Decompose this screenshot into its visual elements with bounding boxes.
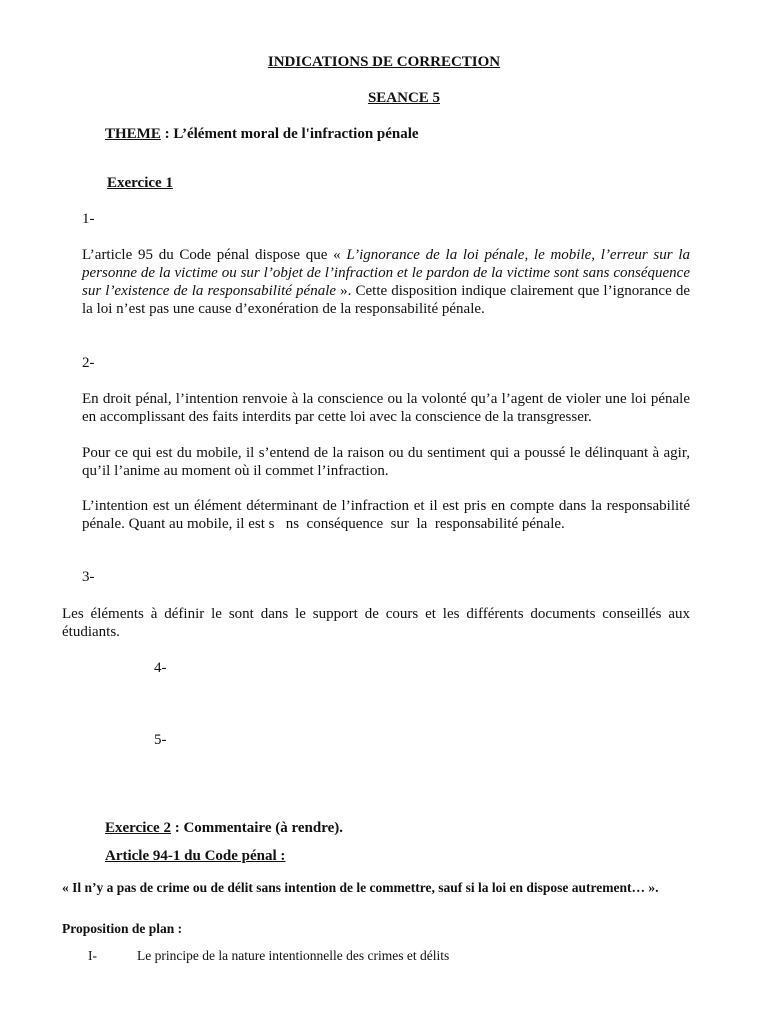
q2-number: 2- bbox=[82, 355, 95, 371]
theme-text: : L’élément moral de l'infraction pénale bbox=[160, 126, 419, 142]
exercice2-label: Exercice 2 bbox=[105, 820, 171, 836]
q3-paragraph: Les éléments à définir le sont dans le support de cours et les différents documents conseillés aux étudiants. bbox=[62, 606, 690, 640]
q2-paragraph-1: En droit pénal, l’intention renvoie à la conscience ou la volonté qu’a l’agent de violer une loi pénale en accomplissant des faits interdits par cette loi avec la conscience de la transgresser. bbox=[82, 391, 690, 425]
q1-paragraph bbox=[82, 246, 690, 318]
article-title: Article 94-1 du Code pénal : bbox=[105, 848, 286, 864]
exercice1-title: Exercice 1 bbox=[107, 175, 173, 191]
document-title: INDICATIONS DE CORRECTION bbox=[267, 54, 501, 70]
q1-number: 1- bbox=[82, 211, 95, 227]
seance-title: SEANCE 5 bbox=[367, 90, 441, 106]
exercice2-line bbox=[105, 820, 343, 837]
article-quote: « Il n’y a pas de crime ou de délit sans intention de le commettre, sauf si la loi en dispose autrement… ». bbox=[62, 880, 659, 895]
q2-paragraph-3: L’intention est un élément déterminant de l’infraction et il est pris en compte dans la responsabilité pénale. Quant au mobile, il est s ns conséquence sur la responsabilité pénale. bbox=[82, 498, 694, 532]
exercice2-text: : Commentaire (à rendre). bbox=[170, 820, 343, 836]
theme-label: THEME bbox=[105, 126, 161, 142]
q5-number: 5- bbox=[154, 732, 167, 748]
q4-number: 4- bbox=[154, 660, 167, 676]
q1-rest: ». Cette disposition indique clairement que l’ignorance de la loi n’est pas une cause d’exonération de la responsabilité pénale. bbox=[82, 283, 690, 317]
q1-intro: L’article 95 du Code pénal dispose que « bbox=[82, 247, 347, 263]
theme-line bbox=[105, 126, 419, 143]
plan-item-1-text: Le principe de la nature intentionnelle des crimes et délits bbox=[137, 948, 450, 963]
q1-quote: L’ignorance de la loi pénale, le mobile, l’erreur sur la personne de la victime ou sur l’objet de l’infraction et le pardon de la victime sont sans conséquence sur l’existence de la responsabilité pénale bbox=[82, 247, 690, 299]
plan-item-1-number: I- bbox=[88, 948, 97, 963]
q3-number: 3- bbox=[82, 569, 95, 585]
plan-title: Proposition de plan : bbox=[62, 921, 183, 936]
q2-paragraph-2: Pour ce qui est du mobile, il s’entend de la raison ou du sentiment qui a poussé le délinquant à agir, qu’il l’anime au moment où il commet l’infraction. bbox=[82, 445, 690, 479]
